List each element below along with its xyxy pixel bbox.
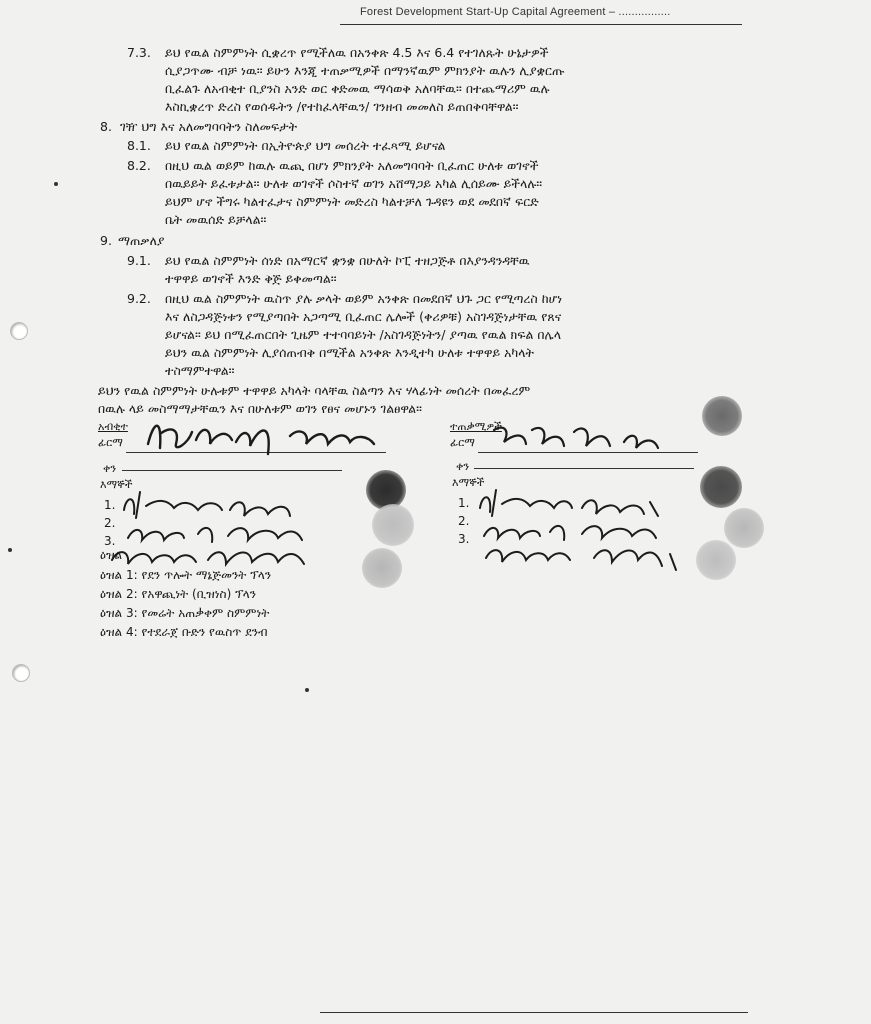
right-date-line bbox=[474, 468, 694, 469]
clause-7-3-number: 7.3. bbox=[127, 45, 151, 60]
right-signature-drawing bbox=[490, 420, 670, 456]
clause-8-2-number: 8.2. bbox=[127, 158, 151, 173]
attachment-item: ዕዝል 3: የመሬት አጠቃቀም ስምምነት bbox=[100, 606, 270, 620]
footer-rule bbox=[320, 1012, 748, 1013]
left-witness-number: 1. bbox=[104, 498, 116, 512]
stamp-mark bbox=[724, 508, 764, 548]
right-witness-number: 2. bbox=[458, 514, 470, 528]
left-witness-number: 3. bbox=[104, 534, 116, 548]
clause-9-2-line: ተስማምተዋል። bbox=[165, 363, 235, 378]
right-witness-number: 1. bbox=[458, 496, 470, 510]
clause-8-2-line: በዉይይት ይፈቱታል። ሁለቱ ወገኖች ሶስተኛ ወገን አሸማጋይ አካል ሊሰይሙ ይችላሉ። bbox=[165, 176, 543, 191]
section-8-title: ገዥ ህግ እና አለመግባባትን ስለመፍታት bbox=[120, 119, 298, 134]
clause-8-1-line: ይህ የዉል ስምምነት በኢትዮጵያ ህግ መሰረት ተፈጻሚ ይሆናል bbox=[165, 138, 446, 153]
left-witnesses-label: እማኞች bbox=[100, 478, 133, 491]
left-witness-signatures-drawing bbox=[118, 488, 358, 578]
clause-9-1-line: ተዋዋይ ወገኖች እንድ ቅጅ ይቀመጣል። bbox=[165, 271, 337, 286]
right-witness-number: 3. bbox=[458, 532, 470, 546]
stamp-mark bbox=[696, 540, 736, 580]
left-signature bbox=[140, 414, 390, 458]
clause-8-2-line: በዚህ ዉል ወይም ከዉሉ ዉጪ በሆነ ምክንያት አለመግባባት ቢፈጠር ሁለቱ ወገኖች bbox=[165, 158, 539, 173]
clause-9-2-line: እና ለስጋዳጅነቱን የሚያጣበት አጋጣሚ ቢፈጠር ሌሎች (ቀሪዎቹ) አስገዳጅነታቸዉ የጸና bbox=[165, 309, 562, 324]
speck bbox=[305, 688, 309, 692]
stamp-mark bbox=[702, 396, 742, 436]
clause-9-2-line: በዚህ ዉል ስምምነት ዉስጥ ያሉ ቃላት ወይም አንቀጽ በመደበኛ ህጉ ጋር የሚጣረስ ከሆነ bbox=[165, 291, 563, 306]
left-date-line bbox=[122, 470, 342, 471]
right-signature-label: ፊርማ bbox=[450, 436, 475, 449]
clause-7-3-line: ይህ የዉል ስምምነት ሲቋረጥ የሚችለዉ በአንቀጽ 4.5 እና 6.4 የተገለጹት ሁኔታዎች bbox=[165, 45, 549, 60]
section-9-number: 9. bbox=[100, 233, 112, 248]
stamp-mark bbox=[372, 504, 414, 546]
binder-hole bbox=[10, 322, 28, 340]
right-date-label: ቀን bbox=[456, 460, 470, 473]
closing-line: በዉሉ ላይ መስማማታቸዉን እና በሁለቱም ወገን የፀና መሆኑን ገልፀዋል። bbox=[98, 401, 422, 416]
stamp-mark bbox=[362, 548, 402, 588]
clause-9-2-line: ይሆናል። ይህ በሚፈጠርበት ጊዜም ተተባባይነት /አስገዳጅነትን/ ያጣዉ የዉል ክፍል በሌላ bbox=[165, 327, 562, 342]
left-signature-label: ፊርማ bbox=[98, 436, 123, 449]
left-date-label: ቀን bbox=[103, 462, 117, 475]
left-party-role: አብቂተ bbox=[98, 420, 128, 433]
right-witnesses-label: እማኞች bbox=[452, 476, 485, 489]
attachment-item: ዕዝል 1: የደን ጥሎት ማኔጅመንት ፕላን bbox=[100, 568, 272, 582]
clause-7-3-line: ሲያጋጥሙ ብቻ ነዉ። ይሁን እንጂ ተጠቃሚዎች በማንኛዉም ምክንያት ዉሉን ሊያቋርጡ bbox=[165, 63, 565, 78]
right-party-role: ተጠቃሚዎች bbox=[450, 420, 502, 433]
stamp-mark bbox=[700, 466, 742, 508]
speck bbox=[8, 548, 12, 552]
left-signature-drawing bbox=[140, 414, 390, 458]
left-witness-signature bbox=[118, 488, 358, 578]
attachments-heading: ዕዝል bbox=[100, 548, 123, 562]
right-signature bbox=[490, 420, 670, 456]
clause-7-3-line: ቢፈልጉ ለአብቂተ ቢያንስ አንድ ወር ቀድመዉ ማሳወቅ አለባቸዉ። በተጨማሪም ዉሉ bbox=[165, 81, 550, 96]
page-header: Forest Development Start-Up Capital Agreement – ................ bbox=[360, 6, 671, 18]
section-8-number: 8. bbox=[100, 119, 112, 134]
section-9-title: ማጠቃለያ bbox=[118, 233, 165, 248]
speck bbox=[54, 182, 58, 186]
clause-8-2-line: ቤት መዉሰድ ይቻላል። bbox=[165, 212, 267, 227]
attachment-item: ዕዝል 4: የተደራጀ ቡድን የዉስጥ ደንብ bbox=[100, 625, 268, 639]
clause-9-1-line: ይህ የዉል ስምምነት ሰነድ በአማርኛ ቋንቋ በሁለት ኮፒ ተዘጋጅቶ በእያንዳንዳቸዉ bbox=[165, 253, 530, 268]
clause-9-1-number: 9.1. bbox=[127, 253, 151, 268]
binder-hole bbox=[12, 664, 30, 682]
clause-8-1-number: 8.1. bbox=[127, 138, 151, 153]
clause-7-3-line: እስኪቋረጥ ድረስ የወሰዱትን /የተከፈላቸዉን/ ገንዘብ መመለስ ይጠበቅባቸዋል። bbox=[165, 99, 519, 114]
clause-8-2-line: ይህም ሆኖ ችግሩ ካልተፈታና ስምምነት መድረስ ካልተቻለ ጉዳዩን ወደ መደበኛ ፍርድ bbox=[165, 194, 539, 209]
closing-line: ይህን የዉል ስምምነት ሁሉቱም ተዋዋይ አካላት ባላቸዉ ስልጣን እና ሃላፊነት መሰረት በመፈረም bbox=[98, 383, 531, 398]
header-rule bbox=[340, 24, 742, 25]
clause-9-2-line: ይህን ዉል ስምምነት ሊያሰጠብቅ በሚችል አንቀጽ እንዲተካ ሁለቱ ተዋዋይ አካላት bbox=[165, 345, 534, 360]
right-witness-signatures-drawing bbox=[474, 486, 714, 576]
attachment-item: ዕዝል 2: የአዋጪነት (ቢዝነስ) ፕላን bbox=[100, 587, 256, 601]
clause-9-2-number: 9.2. bbox=[127, 291, 151, 306]
left-witness-number: 2. bbox=[104, 516, 116, 530]
right-witness-signature bbox=[474, 486, 714, 576]
